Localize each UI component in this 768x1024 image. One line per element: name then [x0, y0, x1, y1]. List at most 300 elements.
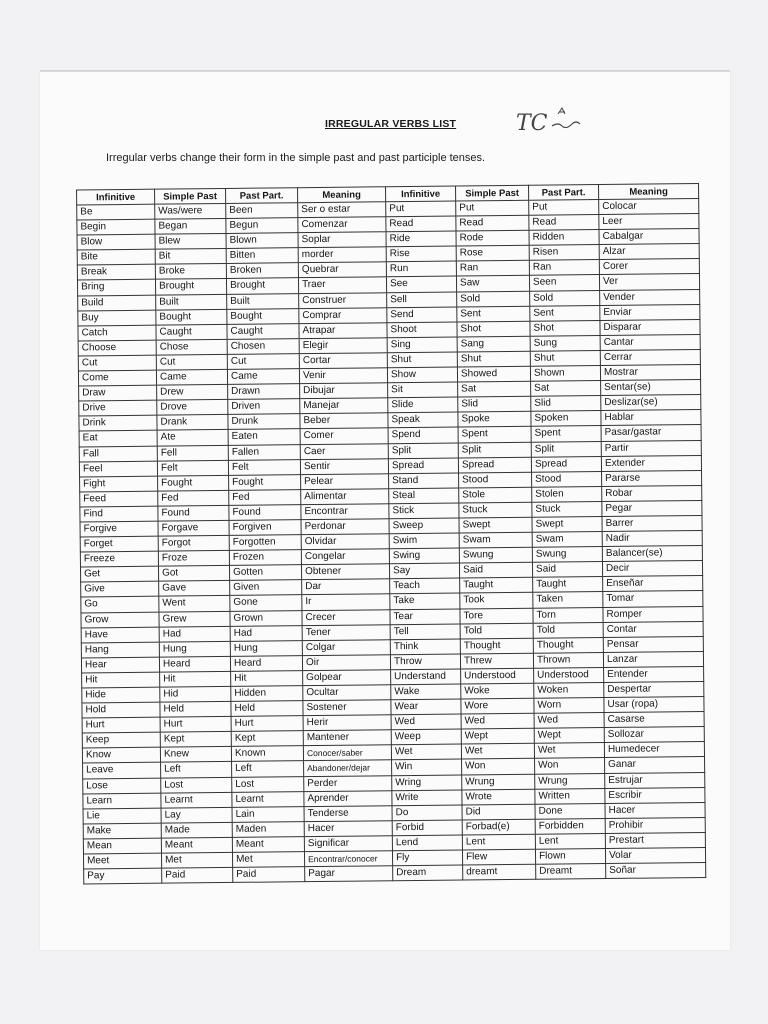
table-cell: Forget [80, 536, 158, 552]
table-cell: Balancer(se) [602, 546, 702, 562]
table-cell: Taught [460, 578, 533, 594]
table-cell: Conocer/saber [303, 745, 391, 761]
table-cell: Forbid [392, 820, 462, 836]
table-cell: Break [77, 265, 155, 281]
table-cell: Caught [156, 324, 227, 340]
table-cell: Mantener [303, 730, 391, 746]
table-cell: Stick [389, 503, 459, 519]
table-cell: Lain [232, 806, 304, 822]
table-cell: Saw [456, 276, 529, 292]
table-cell: Pagar [305, 866, 393, 882]
table-cell: Fallen [228, 444, 300, 460]
table-cell: Pensar [603, 636, 703, 652]
table-cell: Showed [457, 366, 530, 382]
table-cell: Split [531, 441, 601, 457]
table-cell: Casarse [604, 712, 704, 728]
table-cell: Chose [156, 339, 227, 355]
table-cell: Begun [226, 218, 298, 234]
table-cell: Forgot [158, 535, 229, 551]
table-cell: Escribir [605, 787, 705, 803]
table-cell: Ir [302, 594, 390, 610]
table-cell: Freeze [80, 551, 158, 567]
table-cell: Cortar [299, 353, 387, 369]
table-cell: Volar [605, 847, 705, 863]
table-cell: Lay [161, 807, 232, 823]
table-cell: Sentir [300, 458, 388, 474]
table-cell: Wept [534, 728, 604, 744]
table-cell: Meet [83, 853, 161, 869]
table-cell: Drink [79, 415, 157, 431]
table-cell: Beber [300, 413, 388, 429]
table-cell: Found [229, 505, 301, 521]
table-cell: Driven [228, 399, 300, 415]
table-cell: Drove [157, 400, 228, 416]
table-cell: Sat [458, 381, 531, 397]
table-cell: Pelear [301, 473, 389, 489]
table-cell: Understood [534, 667, 604, 683]
table-cell: Sold [457, 291, 530, 307]
table-cell: Fought [158, 475, 229, 491]
table-cell: Stuck [532, 501, 602, 517]
table-cell: Begin [77, 219, 155, 235]
table-cell: Read [529, 215, 599, 231]
table-cell: Hang [81, 642, 159, 658]
table-cell: Hear [81, 657, 159, 673]
table-cell: Swing [389, 548, 459, 564]
table-cell: Fly [392, 850, 462, 866]
table-cell: Grew [159, 611, 230, 627]
table-cell: Disparar [600, 319, 700, 335]
table-cell: Weep [391, 729, 461, 745]
table-cell: Lie [83, 808, 161, 824]
table-cell: Sent [530, 305, 600, 321]
table-cell: Nadir [602, 531, 702, 547]
table-cell: Meant [161, 837, 232, 853]
table-cell: Stole [459, 487, 532, 503]
table-cell: Speak [388, 412, 458, 428]
table-cell: Congelar [301, 549, 389, 565]
table-cell: Spread [458, 457, 531, 473]
table-cell: Robar [602, 485, 702, 501]
table-cell: Hide [82, 687, 160, 703]
column-header: Infinitive [386, 186, 456, 202]
table-cell: Swung [459, 547, 532, 563]
table-cell: Caught [227, 323, 299, 339]
table-cell: Flew [462, 849, 535, 865]
intro-text: Irregular verbs change their form in the simple past and past participle tenses. [106, 152, 486, 164]
table-cell: Came [156, 369, 227, 385]
table-cell: Met [232, 852, 304, 868]
table-cell: Sold [530, 290, 600, 306]
table-cell: Ver [599, 274, 699, 290]
table-cell: Sing [387, 337, 457, 353]
table-cell: Wet [461, 744, 534, 760]
column-header: Meaning [599, 183, 699, 199]
table-cell: Herir [303, 715, 391, 731]
table-cell: Lent [535, 833, 605, 849]
table-cell: Lost [232, 776, 304, 792]
table-cell: Hung [230, 640, 302, 656]
table-cell: Show [387, 367, 457, 383]
verbs-table-wrapper [76, 183, 705, 885]
table-cell: Tener [302, 624, 390, 640]
table-cell: Draw [79, 385, 157, 401]
table-cell: Stand [389, 473, 459, 489]
table-cell: Bought [227, 308, 299, 324]
table-cell: Spread [531, 456, 601, 472]
table-cell: Venir [299, 368, 387, 384]
table-cell: Thrown [533, 652, 603, 668]
table-cell: Bitten [226, 248, 298, 264]
table-cell: Made [161, 822, 232, 838]
table-cell: Perdonar [301, 519, 389, 535]
table-cell: Atrapar [299, 323, 387, 339]
table-cell: Leer [599, 214, 699, 230]
table-cell: Soplar [298, 232, 386, 248]
table-cell: Keep [82, 732, 160, 748]
table-cell: Sat [531, 381, 601, 397]
table-cell: Shot [457, 321, 530, 337]
table-cell: Spend [388, 427, 458, 443]
table-cell: Bite [77, 249, 155, 265]
table-cell: Hacer [605, 802, 705, 818]
table-cell: Eaten [228, 429, 300, 445]
table-cell: morder [298, 247, 386, 263]
table-cell: Lose [83, 778, 161, 794]
table-cell: Golpear [303, 670, 391, 686]
table-cell: Said [532, 562, 602, 578]
table-cell: Write [392, 790, 462, 806]
table-cell: Despertar [604, 681, 704, 697]
table-cell: Build [78, 295, 156, 311]
table-cell: Run [386, 261, 456, 277]
table-cell: Fought [229, 474, 301, 490]
table-cell: Built [227, 293, 299, 309]
table-cell: Soñar [606, 863, 706, 879]
table-cell: Encontrar [301, 504, 389, 520]
table-cell: Sung [530, 335, 600, 351]
table-cell: Went [159, 596, 230, 612]
table-cell: Swung [532, 547, 602, 563]
column-header: Past Part. [226, 188, 298, 204]
table-cell: Dar [302, 579, 390, 595]
table-cell: Paid [233, 867, 305, 883]
table-cell: Drunk [228, 414, 300, 430]
table-cell: Teach [390, 578, 460, 594]
table-cell: Rose [456, 246, 529, 262]
table-cell: Left [161, 762, 232, 778]
table-cell: Gotten [229, 565, 301, 581]
column-header: Simple Past [456, 185, 529, 201]
table-cell: Feel [79, 461, 157, 477]
table-cell: Ate [157, 430, 228, 446]
table-cell: Swam [459, 532, 532, 548]
table-cell: Ganar [605, 757, 705, 773]
table-cell: Romper [603, 606, 703, 622]
table-cell: Met [161, 852, 232, 868]
table-cell: Broken [226, 263, 298, 279]
table-cell: Written [535, 788, 605, 804]
table-cell: Wed [391, 714, 461, 730]
table-cell: Shown [530, 366, 600, 382]
table-cell: Drew [157, 385, 228, 401]
table-cell: Slid [458, 396, 531, 412]
table-cell: Catch [78, 325, 156, 341]
table-cell: Ran [456, 261, 529, 277]
table-cell: Spoken [531, 411, 601, 427]
table-cell: Worn [534, 698, 604, 714]
table-cell: Make [83, 823, 161, 839]
table-cell: Obtener [301, 564, 389, 580]
table-cell: Have [81, 627, 159, 643]
table-cell: Built [156, 294, 227, 310]
table-cell: Kept [231, 731, 303, 747]
table-cell: Sent [457, 306, 530, 322]
table-cell: Wrung [462, 774, 535, 790]
table-cell: Brought [226, 278, 298, 294]
table-cell: Vender [600, 289, 700, 305]
table-cell: Had [230, 625, 302, 641]
table-cell: Comer [300, 428, 388, 444]
table-cell: Ran [529, 260, 599, 276]
table-cell: Understood [461, 668, 534, 684]
table-cell: Grow [81, 612, 159, 628]
table-cell: Bit [155, 249, 226, 265]
table-cell: Spent [531, 426, 601, 442]
table-cell: Frozen [229, 550, 301, 566]
table-cell: Hurt [160, 717, 231, 733]
table-cell: Left [232, 761, 304, 777]
table-cell: Woken [534, 683, 604, 699]
table-cell: Tenderse [304, 805, 392, 821]
table-cell: Torn [533, 607, 603, 623]
table-cell: Throw [390, 654, 460, 670]
table-cell: Abandoner/dejar [304, 760, 392, 776]
table-cell: Known [231, 746, 303, 762]
table-cell: Swept [532, 516, 602, 532]
table-cell: Spoke [458, 412, 531, 428]
table-cell: Hit [160, 671, 231, 687]
table-cell: Lend [392, 835, 462, 851]
column-header: Simple Past [155, 188, 226, 204]
table-cell: Alzar [599, 244, 699, 260]
table-cell: Thought [460, 638, 533, 654]
table-cell: Threw [460, 653, 533, 669]
table-cell: Wore [461, 698, 534, 714]
table-cell: Say [389, 563, 459, 579]
handwritten-initials [514, 102, 584, 138]
table-cell: Had [159, 626, 230, 642]
table-cell: Deslizar(se) [601, 395, 701, 411]
table-cell: Shut [457, 351, 530, 367]
table-cell: Came [227, 369, 299, 385]
table-cell: Stood [459, 472, 532, 488]
table-cell: Forbad(e) [462, 819, 535, 835]
document-title: IRREGULAR VERBS LIST [325, 118, 457, 130]
table-cell: Learnt [232, 791, 304, 807]
table-cell: Heard [159, 656, 230, 672]
handwritten-initials-text: TC [516, 111, 548, 136]
table-cell: Pay [84, 868, 162, 884]
table-cell: Caer [300, 443, 388, 459]
table-cell: Sell [387, 292, 457, 308]
table-cell: Rise [386, 246, 456, 262]
column-header: Infinitive [77, 189, 155, 205]
table-cell: Read [386, 216, 456, 232]
table-cell: Drive [79, 400, 157, 416]
table-cell: Spent [458, 427, 531, 443]
table-cell: Pararse [602, 470, 702, 486]
table-cell: Shot [530, 320, 600, 336]
table-cell: Heard [230, 655, 302, 671]
table-cell: Bought [156, 309, 227, 325]
table-cell: Cut [78, 355, 156, 371]
table-cell: Gave [159, 581, 230, 597]
table-cell: Traer [298, 277, 386, 293]
table-cell: Learn [83, 793, 161, 809]
table-cell: Held [231, 701, 303, 717]
table-cell: Thought [533, 637, 603, 653]
table-cell: Won [535, 758, 605, 774]
table-cell: Fell [157, 445, 228, 461]
table-cell: Wet [534, 743, 604, 759]
table-cell: Sweep [389, 518, 459, 534]
table-cell: Wring [392, 775, 462, 791]
table-cell: Meant [232, 837, 304, 853]
table-cell: Colocar [599, 198, 699, 214]
table-cell: Stuck [459, 502, 532, 518]
table-cell: Lost [161, 777, 232, 793]
table-cell: Cut [156, 354, 227, 370]
table-cell: Drawn [228, 384, 300, 400]
table-cell: Bring [77, 280, 155, 296]
table-cell: Drank [157, 415, 228, 431]
table-cell: Broke [155, 264, 226, 280]
table-cell: Rode [456, 230, 529, 246]
table-cell: Tore [460, 608, 533, 624]
table-cell: Mean [83, 838, 161, 854]
table-cell: Grown [230, 610, 302, 626]
table-cell: Brought [155, 279, 226, 295]
table-cell: Took [460, 593, 533, 609]
table-cell: Dream [393, 865, 463, 881]
table-cell: Said [459, 563, 532, 579]
table-cell: Take [390, 593, 460, 609]
table-cell: Given [230, 580, 302, 596]
table-cell: Maden [232, 822, 304, 838]
table-cell: Done [535, 803, 605, 819]
table-cell: Flown [535, 849, 605, 865]
table-cell: Eat [79, 431, 157, 447]
table-cell: Wept [461, 729, 534, 745]
table-cell: Sostener [303, 700, 391, 716]
table-cell: Do [392, 805, 462, 821]
table-cell: Prohibir [605, 817, 705, 833]
table-cell: Chosen [227, 339, 299, 355]
table-cell: Perder [304, 775, 392, 791]
table-cell: Told [460, 623, 533, 639]
table-cell: Learnt [161, 792, 232, 808]
table-cell: Be [77, 204, 155, 220]
table-cell: Leave [83, 763, 161, 779]
table-cell: Colgar [302, 639, 390, 655]
table-cell: Hablar [601, 410, 701, 426]
table-cell: Mostrar [600, 365, 700, 381]
table-cell: Taught [533, 577, 603, 593]
table-cell: Comprar [299, 307, 387, 323]
table-cell: Cabalgar [599, 229, 699, 245]
table-cell: Held [160, 702, 231, 718]
table-cell: Ocultar [303, 685, 391, 701]
table-cell: Knew [160, 747, 231, 763]
table-cell: Blown [226, 233, 298, 249]
table-cell: Tell [390, 624, 460, 640]
table-cell: Fed [158, 490, 229, 506]
table-cell: Cantar [600, 334, 700, 350]
table-cell: Lanzar [603, 651, 703, 667]
table-cell: Hidden [231, 686, 303, 702]
table-cell: Sang [457, 336, 530, 352]
table-cell: Estrujar [605, 772, 705, 788]
table-cell: Think [390, 639, 460, 655]
table-cell: Ser o estar [298, 202, 386, 218]
table-body [77, 198, 706, 884]
table-cell: Read [456, 215, 529, 231]
table-cell: Wed [461, 713, 534, 729]
table-cell: Encontrar/conocer [304, 851, 392, 867]
irregular-verbs-table [76, 183, 706, 885]
table-cell: Froze [158, 551, 229, 567]
table-cell: Woke [461, 683, 534, 699]
table-cell: Partir [601, 440, 701, 456]
table-cell: Sollozar [604, 727, 704, 743]
table-cell: Put [529, 200, 599, 216]
table-cell: Forgive [80, 521, 158, 537]
table-cell: Felt [228, 459, 300, 475]
table-cell: Wet [391, 744, 461, 760]
table-cell: Enviar [600, 304, 700, 320]
table-cell: Was/were [155, 203, 226, 219]
table-cell: Quebrar [298, 262, 386, 278]
table-cell: Split [458, 442, 531, 458]
table-cell: Got [158, 566, 229, 582]
table-cell: Won [462, 759, 535, 775]
table-cell: Stolen [532, 486, 602, 502]
table-cell: Forbidden [535, 818, 605, 834]
table-cell: Kept [160, 732, 231, 748]
table-cell: Crecer [302, 609, 390, 625]
table-cell: Shoot [387, 322, 457, 338]
table-cell: Swept [459, 517, 532, 533]
table-cell: Risen [529, 245, 599, 261]
table-cell: Prestart [605, 832, 705, 848]
table-cell: Dibujar [300, 383, 388, 399]
table-cell: See [386, 277, 456, 293]
table-cell: Hurt [231, 716, 303, 732]
table-cell: dreamt [463, 864, 536, 880]
table-cell: Been [226, 203, 298, 219]
table-cell: Wrote [462, 789, 535, 805]
table-cell: Did [462, 804, 535, 820]
table-cell: Shut [530, 350, 600, 366]
table-cell: Entender [604, 666, 704, 682]
table-cell: Hit [82, 672, 160, 688]
table-cell: Oir [302, 655, 390, 671]
table-cell: Get [80, 566, 158, 582]
table-cell: Dreamt [536, 864, 606, 880]
table-cell: Extender [601, 455, 701, 471]
table-cell: Slide [388, 397, 458, 413]
